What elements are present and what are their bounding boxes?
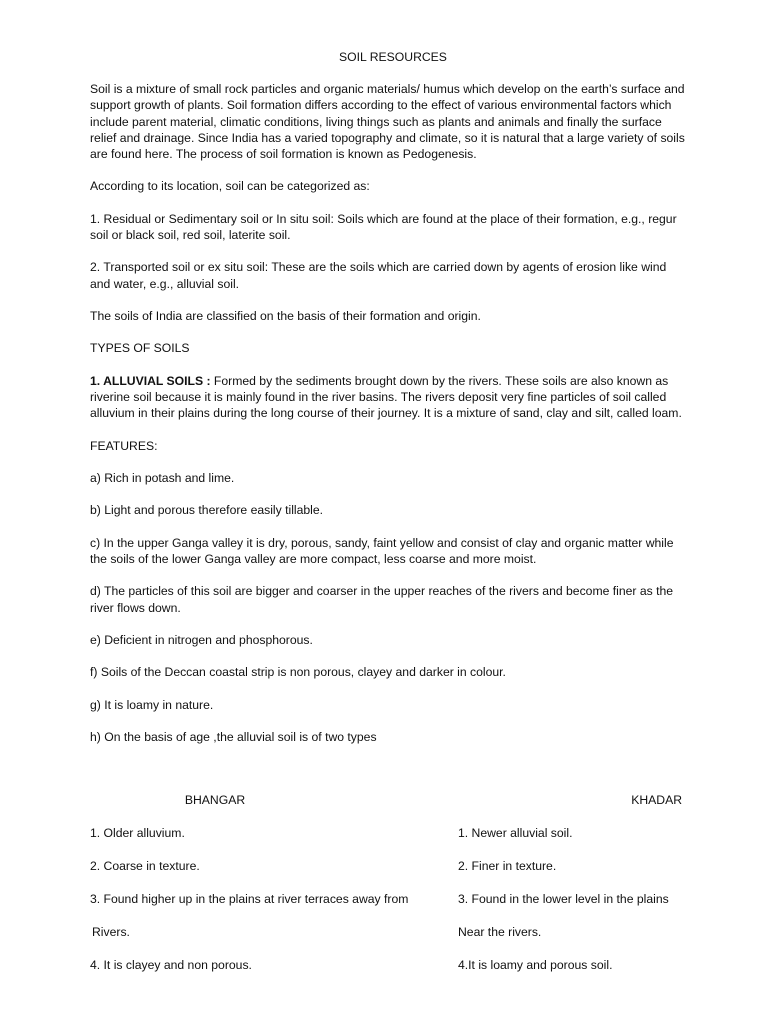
khadar-heading: KHADAR bbox=[631, 793, 682, 807]
khadar-cell: Near the rivers. bbox=[458, 925, 542, 939]
feature-item: a) Rich in potash and lime. bbox=[90, 470, 235, 485]
khadar-cell: 1. Newer alluvial soil. bbox=[458, 826, 573, 840]
comparison-row bbox=[90, 924, 688, 957]
bhangar-khadar-comparison bbox=[90, 792, 688, 990]
khadar-cell: 2. Finer in texture. bbox=[458, 859, 557, 873]
category-residual: 1. Residual or Sedimentary soil or In situ soil: Soils which are found at the place of their formation, e.g., regur soil or black soil, red soil, laterite soil. bbox=[90, 211, 677, 242]
document-title: SOIL RESOURCES bbox=[339, 50, 447, 64]
category-heading: According to its location, soil can be categorized as: bbox=[90, 179, 370, 194]
features-heading: FEATURES: bbox=[90, 438, 158, 453]
category-transported: 2. Transported soil or ex situ soil: These are the soils which are carried down by agents of erosion like wind and water, e.g., alluvial soil. bbox=[90, 260, 667, 291]
bhangar-cell: 3. Found higher up in the plains at river terraces away from bbox=[90, 892, 409, 906]
feature-item: c) In the upper Ganga valley it is dry, porous, sandy, faint yellow and consist of clay and organic matter while the soils of the lower Ganga valley are more compact, less coarse and more moist. bbox=[90, 535, 674, 566]
alluvial-text: Formed by the sediments brought down by the rivers. These soils are also known as riverine soil because it is mainly found in the river basins. The rivers deposit very fine particles of soil called alluvium in their plains during the long course of their journey. It is a mixture of sand, clay and silt, called loam. bbox=[90, 373, 682, 421]
comparison-row bbox=[90, 891, 688, 924]
bhangar-cell: 1. Older alluvium. bbox=[90, 826, 185, 840]
feature-item: h) On the basis of age ,the alluvial soil is of two types bbox=[90, 730, 377, 745]
bhangar-heading: BHANGAR bbox=[184, 793, 246, 807]
comparison-heading-row bbox=[90, 792, 688, 825]
feature-item: g) It is loamy in nature. bbox=[90, 697, 214, 712]
intro-paragraph: Soil is a mixture of small rock particles and organic materials/ humus which develop on the earth’s surface and support growth of plants. Soil formation differs according to the effect of various environmental factors which include parent material, climatic conditions, living things such as plants and animals and finally the surface relief and drainage. Since India has a varied topography and climate, so it is natural that a large variety of soils are found here. The process of soil formation is known as Pedogenesis. bbox=[90, 82, 685, 162]
comparison-row bbox=[90, 957, 688, 990]
bhangar-cell: 4. It is clayey and non porous. bbox=[90, 958, 252, 972]
khadar-cell: 3. Found in the lower level in the plains bbox=[458, 892, 669, 906]
document-content bbox=[90, 49, 688, 761]
alluvial-paragraph bbox=[90, 373, 688, 422]
feature-item: d) The particles of this soil are bigger and coarser in the upper reaches of the rivers and become finer as the river flows down. bbox=[90, 584, 674, 615]
alluvial-label: 1. ALLUVIAL SOILS : bbox=[90, 373, 211, 388]
feature-item: b) Light and porous therefore easily tillable. bbox=[90, 503, 324, 518]
comparison-row bbox=[90, 858, 688, 891]
feature-item: f) Soils of the Deccan coastal strip is non porous, clayey and darker in colour. bbox=[90, 665, 506, 680]
classification-paragraph: The soils of India are classified on the basis of their formation and origin. bbox=[90, 308, 481, 323]
bhangar-cell: 2. Coarse in texture. bbox=[90, 859, 200, 873]
feature-item: e) Deficient in nitrogen and phosphorous. bbox=[90, 632, 313, 647]
types-heading: TYPES OF SOILS bbox=[90, 341, 190, 356]
comparison-row bbox=[90, 825, 688, 858]
khadar-cell: 4.It is loamy and porous soil. bbox=[458, 958, 613, 972]
bhangar-cell: Rivers. bbox=[92, 925, 130, 939]
